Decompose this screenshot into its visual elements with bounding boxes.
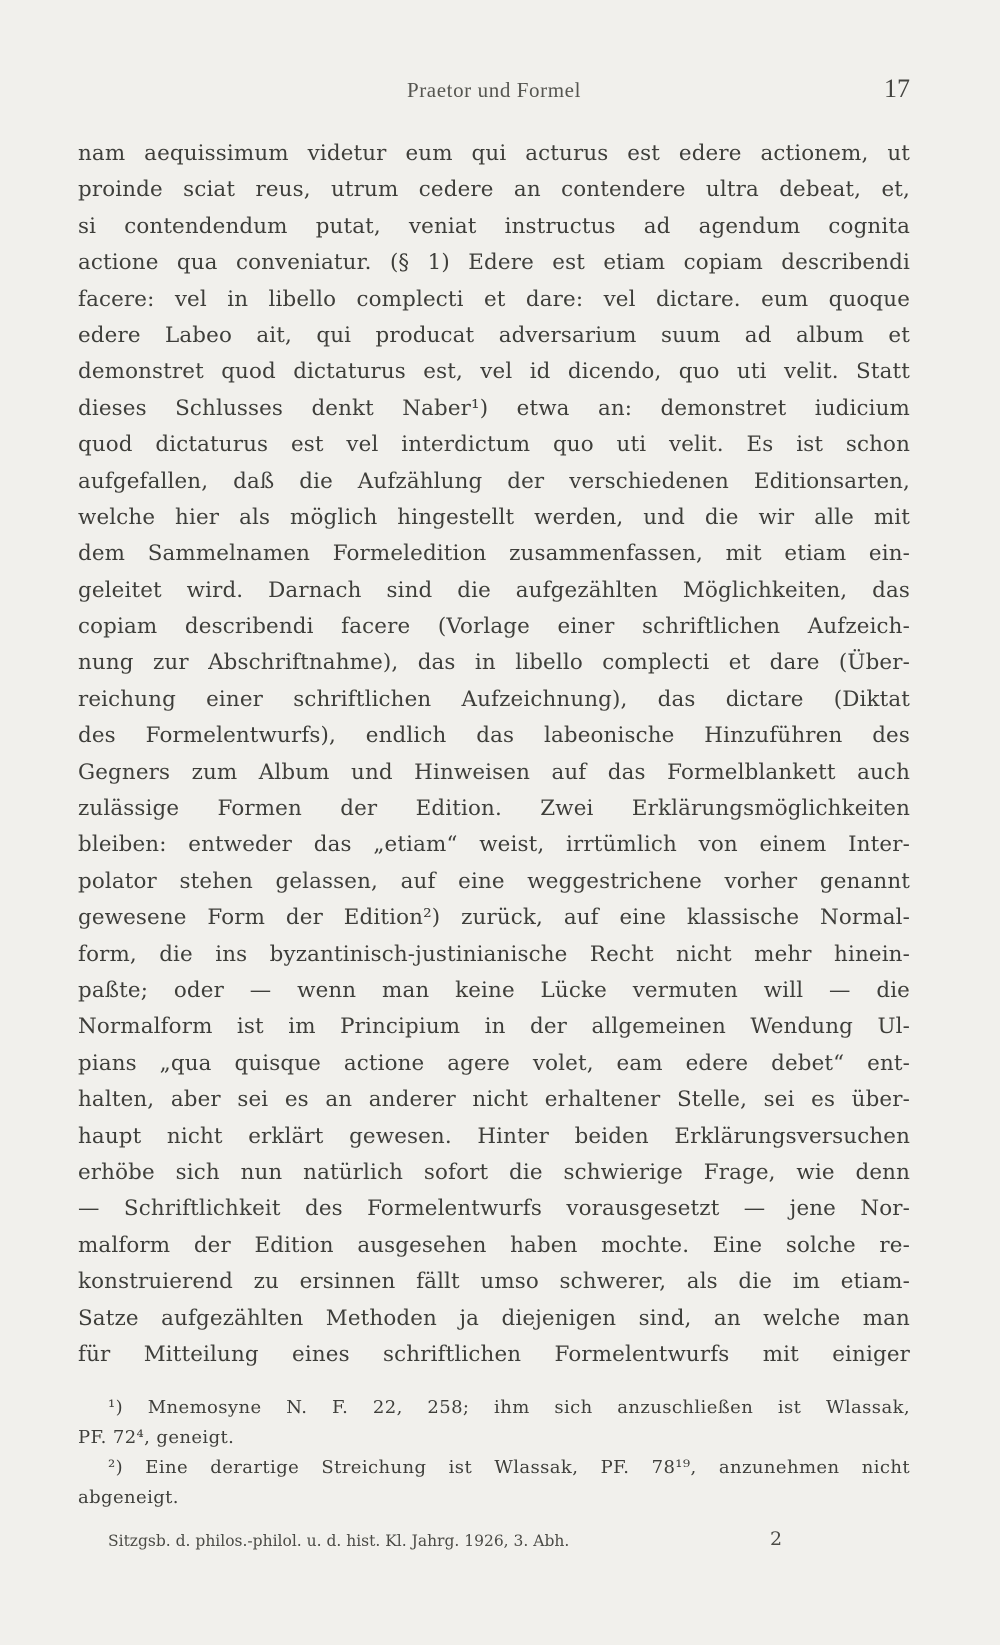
running-head [78,74,910,112]
text-line: quod dictaturus est vel interdictum quo uti velit. Es ist schon [78,432,910,458]
text-line: haupt nicht erklärt gewesen. Hinter beiden Erklärungsversuchen [78,1123,910,1149]
text-line: form, die ins byzantinisch-justinianische Recht nicht mehr hinein- [78,941,910,967]
footnote-2-line-1: ²) Eine derartige Streichung ist Wlassak, PF. 78¹⁹, anzunehmen nicht [108,1457,910,1478]
text-line: actione qua conveniatur. (§ 1) Edere est etiam copiam describendi [78,250,910,276]
text-line: dieses Schlusses denkt Naber¹) etwa an: demonstret iudicium [78,395,910,421]
text-line: si contendendum putat, veniat instructus ad agendum cognita [78,213,910,239]
text-line: dem Sammelnamen Formeledition zusammenfassen, mit etiam ein- [78,541,910,567]
text-line: proinde sciat reus, utrum cedere an contendere ultra debeat, et, [78,177,910,203]
running-title: Praetor und Formel [406,78,582,102]
text-line: — Schriftlichkeit des Formelentwurfs vorausgesetzt — jene Nor- [78,1196,910,1222]
text-line: demonstret quod dictaturus est, vel id dicendo, quo uti velit. Statt [78,359,910,385]
page-number: 17 [884,74,910,103]
text-line: pians „qua quisque actione agere volet, eam edere debet“ ent- [78,1050,910,1076]
text-line: gewesene Form der Edition²) zurück, auf eine klassische Normal- [78,905,910,931]
text-line: nung zur Abschriftnahme), das in libello complecti et dare (Über- [78,650,910,676]
text-line: konstruierend zu ersinnen fällt umso schwerer, als die im etiam- [78,1269,910,1295]
text-line: Gegners zum Album und Hinweisen auf das Formelblankett auch [78,759,910,785]
text-line: erhöbe sich nun natürlich sofort die schwierige Frage, wie denn [78,1159,910,1185]
text-line: Normalform ist im Principium in der allgemeinen Wendung Ul- [78,1014,910,1040]
text-line: edere Labeo ait, qui producat adversarium suum ad album et [78,322,910,348]
body-text [78,136,910,1373]
text-line: nam aequissimum videtur eum qui acturus est edere actionem, ut [78,141,910,166]
footnote-1-line-1: ¹) Mnemosyne N. F. 22, 258; ihm sich anzuschließen ist Wlassak, [108,1397,910,1418]
text-line: polator stehen gelassen, auf eine weggestrichene vorher genannt [78,868,910,894]
text-line: halten, aber sei es an anderer nicht erhaltener Stelle, sei es über- [78,1087,910,1113]
text-line: geleitet wird. Darnach sind die aufgezählten Möglichkeiten, das [78,577,910,603]
text-line: bleiben: entweder das „etiam“ weist, irrtümlich von einem Inter- [78,832,910,858]
text-line: welche hier als möglich hingestellt werden, und die wir alle mit [78,504,910,530]
text-line: reichung einer schriftlichen Aufzeichnung), das dictare (Diktat [78,686,910,712]
text-line: für Mitteilung eines schriftlichen Formelentwurfs mit einiger [78,1341,910,1367]
footnote-2-line-2: abgeneigt. [78,1487,179,1508]
footnote-1-line-2: PF. 72⁴, geneigt. [78,1427,235,1448]
text-line: paßte; oder — wenn man keine Lücke vermuten will — die [78,977,910,1003]
text-line: facere: vel in libello complecti et dare: vel dictare. eum quoque [78,286,910,312]
text-line: aufgefallen, daß die Aufzählung der verschiedenen Editionsarten, [78,468,910,494]
sheet-signature: Sitzgsb. d. philos.-philol. u. d. hist. Kl. Jahrg. 1926, 3. Abh. [108,1532,570,1550]
text-line: Satze aufgezählten Methoden ja diejenigen sind, an welche man [78,1305,910,1331]
text-line: copiam describendi facere (Vorlage einer schriftlichen Aufzeich- [78,614,910,640]
text-line: des Formelentwurfs), endlich das labeonische Hinzuführen des [78,723,910,749]
text-line: zulässige Formen der Edition. Zwei Erklärungsmöglichkeiten [78,796,910,822]
sheet-number: 2 [770,1528,783,1550]
text-line: malform der Edition ausgesehen haben mochte. Eine solche re- [78,1232,910,1258]
footnotes [78,1393,910,1513]
